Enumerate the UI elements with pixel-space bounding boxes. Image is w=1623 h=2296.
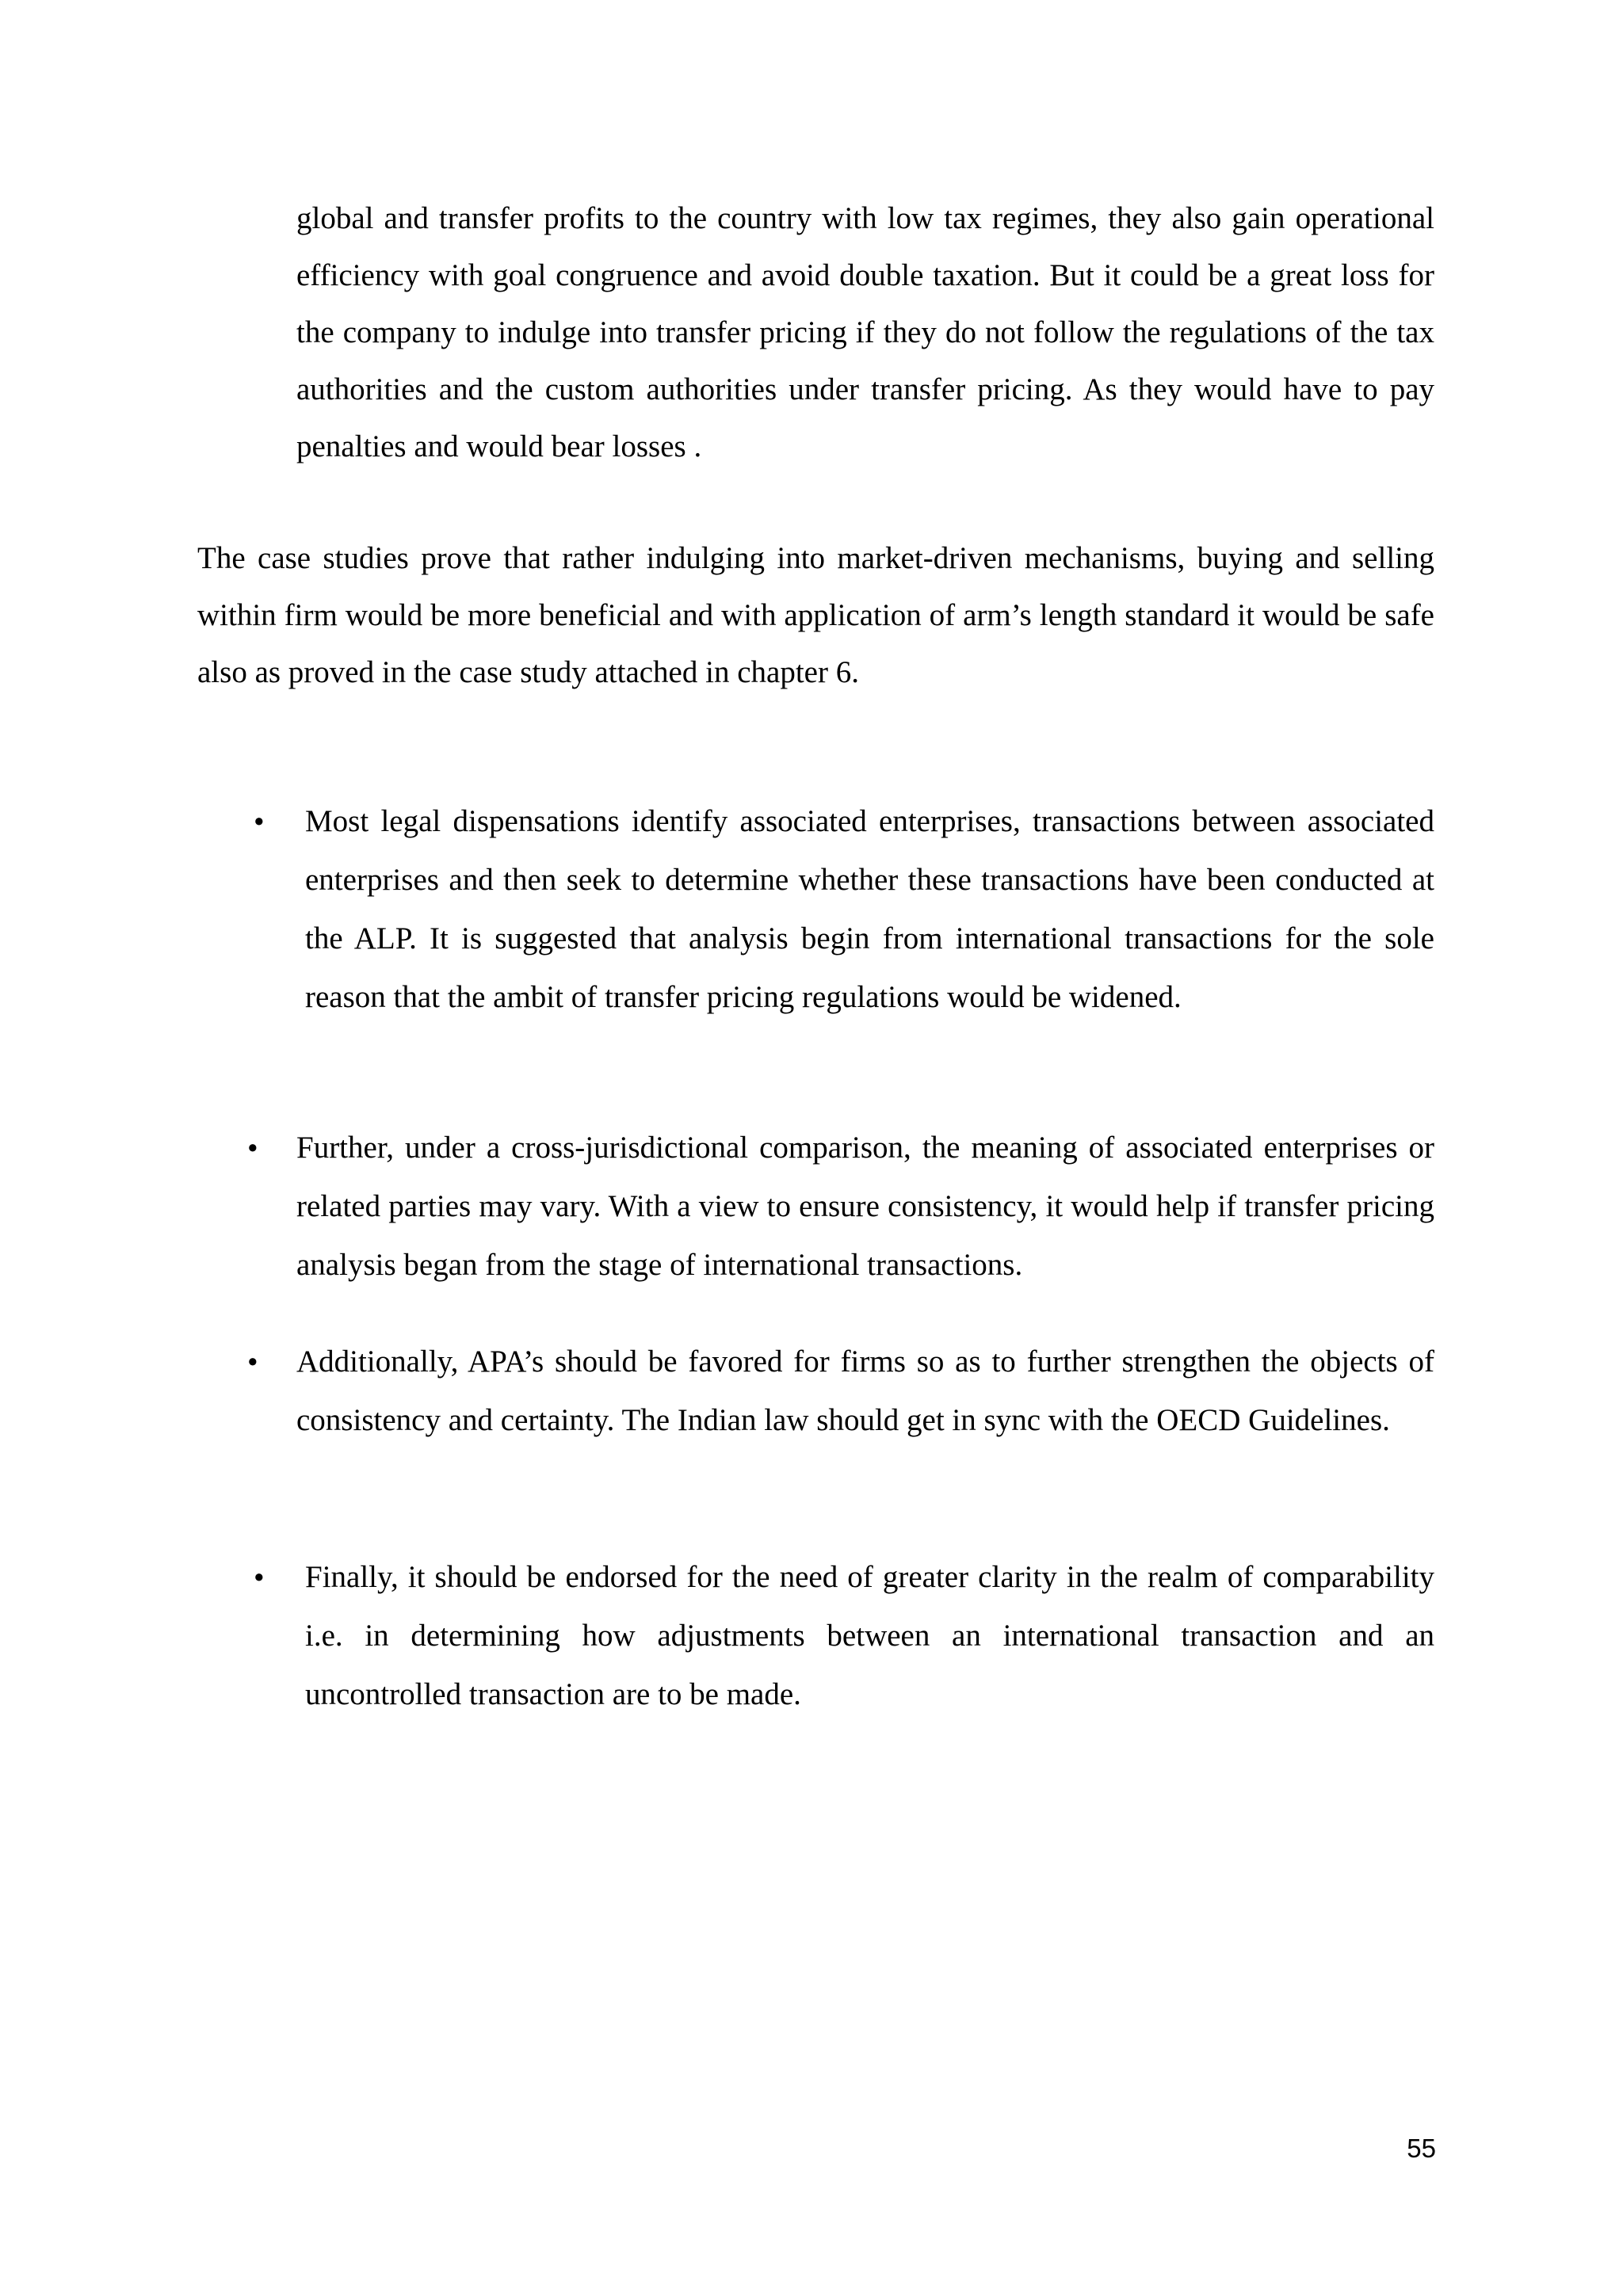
continuation-paragraph: global and transfer profits to the country with low tax regimes, they also gain operational efficiency with goal congruence and avoid double taxation. But it could be a great loss for the company to indulge into transfer pricing if they do not follow the regulations of the tax authorities and the custom authorities under transfer pricing. As they would have to pay penalties and would bear losses . xyxy=(296,201,1434,463)
bullet-text: Additionally, APA’s should be favored for firms so as to further strengthen the objects of consistency and certainty. The Indian law should get in sync with the OECD Guidelines. xyxy=(296,1344,1434,1437)
bullet-point-icon: • xyxy=(254,1561,265,1595)
case-studies-paragraph: The case studies prove that rather indulging into market-driven mechanisms, buying and selling within firm would be more beneficial and with application of arm’s length standard it would be safe also as proved in the case study attached in chapter 6. xyxy=(197,541,1434,689)
page-number: 55 xyxy=(1407,2134,1436,2163)
bullet-point-icon: • xyxy=(247,1131,258,1165)
bullet-point-icon: • xyxy=(254,805,265,839)
bullet-point-icon: • xyxy=(247,1345,258,1379)
bullet-text: Further, under a cross-jurisdictional comparison, the meaning of associated enterprises or related parties may vary. With a view to ensure consistency, it would help if transfer pricing analysis began from the stage of international transactions. xyxy=(296,1131,1434,1282)
bullet-text: Most legal dispensations identify associated enterprises, transactions between associated enterprises and then seek to determine whether these transactions have been conducted at the ALP. It is suggested that analysis begin from international transactions for the sole reason that the ambit of transfer pricing regulations would be widened. xyxy=(305,804,1434,1014)
bullet-text: Finally, it should be endorsed for the need of greater clarity in the realm of comparability i.e. in determining how adjustments between an international transaction and an uncontrolled transaction are to be made. xyxy=(305,1560,1434,1711)
